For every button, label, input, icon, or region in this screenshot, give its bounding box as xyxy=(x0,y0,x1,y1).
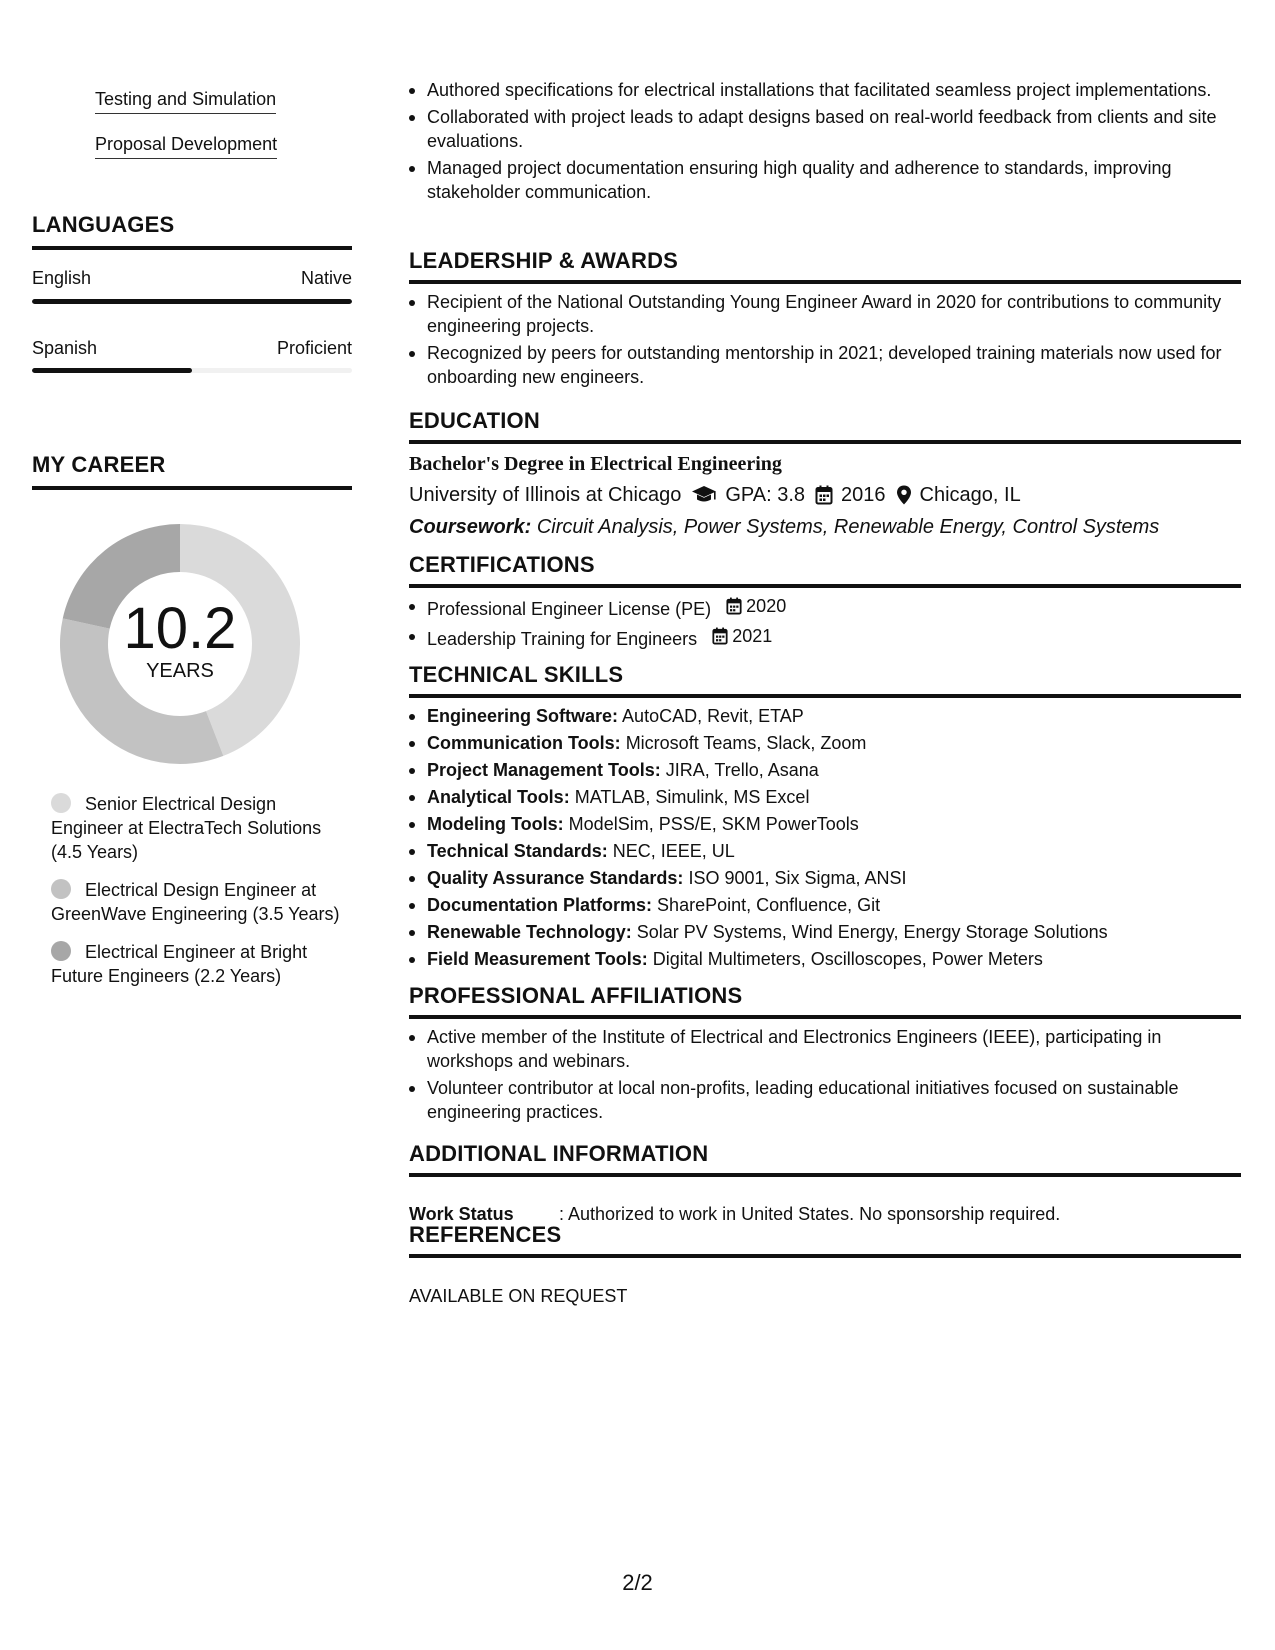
skill-values: JIRA, Trello, Asana xyxy=(665,760,819,780)
calendar-icon xyxy=(712,627,728,645)
experience-bullets xyxy=(409,78,1241,207)
skill-item xyxy=(409,785,1241,809)
career-legend-item xyxy=(51,940,351,988)
language-row xyxy=(32,267,352,289)
education-details xyxy=(409,482,1021,508)
skill-item xyxy=(409,920,1241,944)
language-level-fill xyxy=(32,368,192,373)
experience-bullet: Authored specifications for electrical installations that facilitated seamless project implementations. xyxy=(409,78,1241,102)
graduation-cap-icon xyxy=(691,485,717,505)
skill-values: Microsoft Teams, Slack, Zoom xyxy=(625,733,867,753)
certification-year: 2021 xyxy=(732,626,773,646)
calendar-icon xyxy=(815,485,833,505)
work-status-value: : Authorized to work in United States. No sponsorship required. xyxy=(559,1204,1061,1224)
work-status-label: Work Status xyxy=(409,1204,514,1224)
language-level-fill xyxy=(32,299,352,304)
affiliations-list xyxy=(409,1025,1241,1127)
skill-category: Analytical Tools: xyxy=(427,787,570,807)
skill-item xyxy=(409,704,1241,728)
legend-dot-icon xyxy=(51,941,71,961)
education-heading: EDUCATION xyxy=(409,408,1241,444)
career-total-value: 10.2 xyxy=(123,596,237,661)
language-name: English xyxy=(32,268,92,288)
skill-tag: Testing and Simulation xyxy=(95,88,276,114)
language-level-bar xyxy=(32,299,352,304)
career-heading: MY CAREER xyxy=(32,452,352,490)
experience-bullet: Managed project documentation ensuring high quality and adherence to standards, improving stakeholder communication. xyxy=(409,156,1241,204)
language-level: Proficient xyxy=(276,338,352,358)
career-legend-label: Electrical Engineer at Bright Future Engineers (2.2 Years) xyxy=(51,942,308,986)
languages-heading: LANGUAGES xyxy=(32,212,352,250)
language-name: Spanish xyxy=(32,338,98,358)
skill-item xyxy=(409,731,1241,755)
career-legend-item xyxy=(51,878,351,926)
skill-category: Engineering Software: xyxy=(427,706,619,726)
career-legend xyxy=(51,792,351,1002)
skill-tag: Proposal Development xyxy=(95,133,277,159)
skill-values: Digital Multimeters, Oscilloscopes, Power Meters xyxy=(652,949,1043,969)
career-total-unit: YEARS xyxy=(146,660,214,682)
affiliation-item: Volunteer contributor at local non-profits, leading educational initiatives focused on sustainable engineering practices. xyxy=(409,1076,1241,1124)
leadership-list xyxy=(409,290,1241,392)
skill-item xyxy=(409,947,1241,971)
certification-item xyxy=(409,624,1241,651)
references-text: AVAILABLE ON REQUEST xyxy=(409,1286,628,1306)
skill-item xyxy=(409,758,1241,782)
education-year: 2016 xyxy=(841,484,886,506)
leadership-heading: LEADERSHIP & AWARDS xyxy=(409,248,1241,284)
technical-skills-list xyxy=(409,704,1241,974)
certification-name: Professional Engineer License (PE) xyxy=(427,599,712,619)
affiliation-item: Active member of the Institute of Electrical and Electronics Engineers (IEEE), participating in workshops and webinars. xyxy=(409,1025,1241,1073)
experience-bullet: Collaborated with project leads to adapt designs based on real-world feedback from clients and site evaluations. xyxy=(409,105,1241,153)
skill-category: Documentation Platforms: xyxy=(427,895,653,915)
certifications-list xyxy=(409,594,1241,654)
coursework-list: Circuit Analysis, Power Systems, Renewable Energy, Control Systems xyxy=(536,516,1160,538)
skill-values: AutoCAD, Revit, ETAP xyxy=(622,706,804,726)
location-pin-icon xyxy=(896,485,912,505)
certification-name: Leadership Training for Engineers xyxy=(427,629,698,649)
certification-year: 2020 xyxy=(746,596,787,616)
language-level-bar xyxy=(32,368,352,373)
career-legend-label: Senior Electrical Design Engineer at ElectraTech Solutions (4.5 Years) xyxy=(51,794,322,862)
skill-category: Project Management Tools: xyxy=(427,760,661,780)
technical-skills-heading: TECHNICAL SKILLS xyxy=(409,662,1241,698)
certifications-heading: CERTIFICATIONS xyxy=(409,552,1241,588)
leadership-item: Recognized by peers for outstanding mentorship in 2021; developed training materials now used for onboarding new engineers. xyxy=(409,341,1241,389)
career-total xyxy=(56,520,304,768)
references-heading: REFERENCES xyxy=(409,1222,1241,1258)
skill-values: ModelSim, PSS/E, SKM PowerTools xyxy=(568,814,859,834)
skill-values: NEC, IEEE, UL xyxy=(612,841,735,861)
skill-item xyxy=(409,839,1241,863)
education-coursework xyxy=(409,514,1159,540)
career-donut-chart xyxy=(56,520,304,768)
skill-values: SharePoint, Confluence, Git xyxy=(657,895,881,915)
skill-category: Technical Standards: xyxy=(427,841,608,861)
education-school: University of Illinois at Chicago xyxy=(409,484,682,506)
affiliations-heading: PROFESSIONAL AFFILIATIONS xyxy=(409,983,1241,1019)
skill-category: Modeling Tools: xyxy=(427,814,564,834)
language-row xyxy=(32,337,352,359)
coursework-label: Coursework: xyxy=(409,516,532,538)
language-level: Native xyxy=(300,268,352,288)
legend-dot-icon xyxy=(51,793,71,813)
skill-category: Field Measurement Tools: xyxy=(427,949,648,969)
certification-item xyxy=(409,594,1241,621)
education-degree: Bachelor's Degree in Electrical Engineering xyxy=(409,453,782,475)
additional-info-heading: ADDITIONAL INFORMATION xyxy=(409,1141,1241,1177)
education-gpa: GPA: 3.8 xyxy=(725,484,806,506)
career-legend-item xyxy=(51,792,351,864)
skill-category: Quality Assurance Standards: xyxy=(427,868,684,888)
education-location: Chicago, IL xyxy=(919,484,1021,506)
skill-category: Communication Tools: xyxy=(427,733,621,753)
skill-category: Renewable Technology: xyxy=(427,922,632,942)
skill-item xyxy=(409,893,1241,917)
legend-dot-icon xyxy=(51,879,71,899)
career-legend-label: Electrical Design Engineer at GreenWave Engineering (3.5 Years) xyxy=(51,880,340,924)
skill-values: MATLAB, Simulink, MS Excel xyxy=(574,787,810,807)
page-number: 2/2 xyxy=(622,1570,653,1595)
skill-values: Solar PV Systems, Wind Energy, Energy Storage Solutions xyxy=(636,922,1108,942)
skill-values: ISO 9001, Six Sigma, ANSI xyxy=(688,868,907,888)
leadership-item: Recipient of the National Outstanding Young Engineer Award in 2020 for contributions to community engineering projects. xyxy=(409,290,1241,338)
skill-item xyxy=(409,866,1241,890)
skill-item xyxy=(409,812,1241,836)
calendar-icon xyxy=(726,597,742,615)
